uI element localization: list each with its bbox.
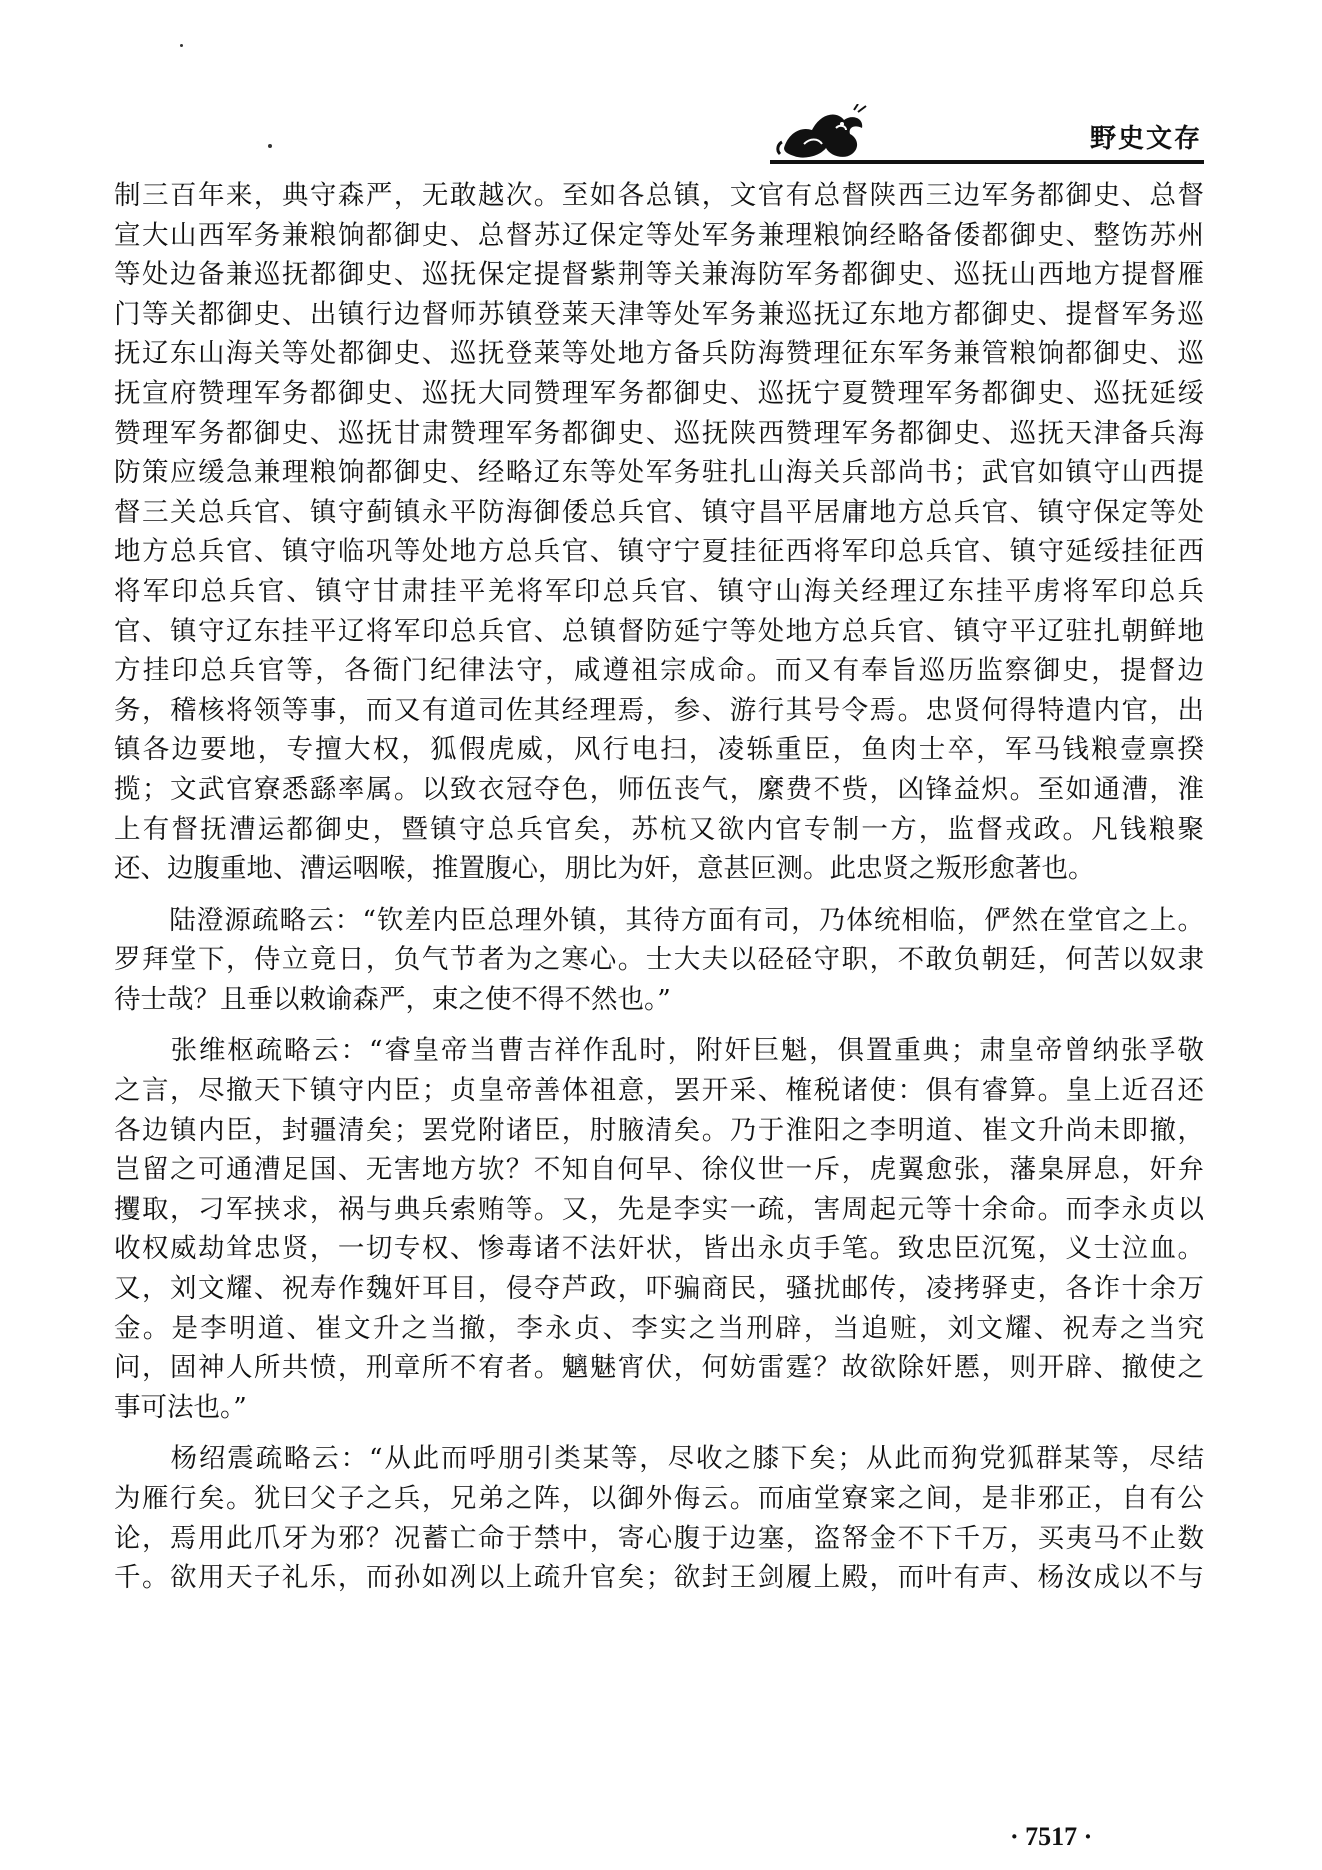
text-line: 地方总兵官、镇守临巩等处地方总兵官、镇守宁夏挂征西将军印总兵官、镇守延绥挂征西 xyxy=(114,536,1204,568)
text-line: 待士哉？且垂以敕谕森严，束之使不得不然也。” xyxy=(114,983,671,1015)
text-line: 制三百年来，典守森严，无敢越次。至如各总镇，文官有总督陕西三边军务都御史、总督 xyxy=(114,180,1204,211)
page-header xyxy=(770,104,1204,166)
text-line: 督三关总兵官、镇守蓟镇永平防海御倭总兵官、镇守昌平居庸地方总兵官、镇守保定等处 xyxy=(114,496,1204,528)
dragon-icon xyxy=(774,104,870,162)
paragraph-gap xyxy=(114,1019,1204,1031)
paragraph xyxy=(114,901,1204,1020)
text-line: 方挂印总兵官等，各衙门纪律法守，咸遵祖宗成命。而又有奉旨巡历监察御史，提督边 xyxy=(114,655,1204,687)
text-line: 揽；文武官寮悉繇率属。以致衣冠夺色，师伍丧气，縻费不赀，凶锋益炽。至如通漕，淮 xyxy=(114,773,1204,805)
text-line: 收权威劫耸忠贤，一切专权、惨毒诸不法奸状，皆出永贞手笔。致忠臣沉冤，义士泣血。 xyxy=(114,1233,1204,1265)
text-line: 事可法也。” xyxy=(114,1391,247,1423)
text-line: 务，稽核将领等事，而又有道司佐其经理焉，参、游行其号令焉。忠贤何得特遣内官，出 xyxy=(114,694,1204,726)
text-line: 将军印总兵官、镇守甘肃挂平羌将军印总兵官、镇守山海关经理辽东挂平虏将军印总兵 xyxy=(114,575,1204,607)
text-line: 又，刘文耀、祝寿作魏奸耳目，侵夺芦政，吓骗商民，骚扰邮传，凌拷驿吏，各诈十余万 xyxy=(114,1273,1204,1305)
paragraph xyxy=(114,1031,1204,1427)
text-line: 门等关都御史、出镇行边督师苏镇登莱天津等处军务兼巡抚辽东地方都御史、提督军务巡 xyxy=(114,298,1204,330)
text-line: 杨绍震疏略云：“从此而呼朋引类某等，尽收之膝下矣；从此而狗党狐群某等，尽结 xyxy=(114,1443,1204,1475)
text-line: 上有督抚漕运都御史，暨镇守总兵官矣，苏杭又欲内官专制一方，监督戎政。凡钱粮聚 xyxy=(114,813,1204,845)
text-line: 千。欲用天子礼乐，而孙如冽以上疏升官矣；欲封王剑履上殿，而叶有声、杨汝成以不与 xyxy=(114,1562,1204,1594)
text-line: 宣大山西军务兼粮饷都御史、总督苏辽保定等处军务兼理粮饷经略备倭都御史、整饬苏州 xyxy=(114,219,1204,251)
scan-speck xyxy=(180,44,183,47)
text-line: 抚宣府赞理军务都御史、巡抚大同赞理军务都御史、巡抚宁夏赞理军务都御史、巡抚延绥 xyxy=(114,377,1204,409)
paragraph xyxy=(114,1439,1204,1597)
text-line: 岂留之可通漕足国、无害地方欤？不知自何早、徐仪世一斥，虎翼愈张，藩臬屏息，奸弁 xyxy=(114,1154,1204,1186)
text-line: 官、镇守辽东挂平辽将军印总兵官、总镇督防延宁等处地方总兵官、镇守平辽驻扎朝鲜地 xyxy=(114,615,1204,647)
text-line: 防策应缓急兼理粮饷都御史、经略辽东等处军务驻扎山海关兵部尚书；武官如镇守山西提 xyxy=(114,457,1204,489)
paragraph xyxy=(114,176,1204,889)
paragraph-gap xyxy=(114,1427,1204,1439)
text-line: 赞理军务都御史、巡抚甘肃赞理军务都御史、巡抚陕西赞理军务都御史、巡抚天津备兵海 xyxy=(114,417,1204,449)
text-line: 金。是李明道、崔文升之当撤，李永贞、李实之当刑辟，当追赃，刘文耀、祝寿之当究 xyxy=(114,1312,1204,1344)
text-line: 之言，尽撤天下镇守内臣；贞皇帝善体祖意，罢开采、榷税诸使：俱有睿算。皇上近召还 xyxy=(114,1075,1204,1107)
text-line: 攫取，刁军挟求，祸与典兵索贿等。又，先是李实一疏，害周起元等十余命。而李永贞以 xyxy=(114,1193,1204,1225)
scan-speck xyxy=(268,144,272,148)
page-number: · 7517 · xyxy=(1010,1822,1093,1851)
running-title: 野史文存 xyxy=(1089,124,1202,154)
text-line: 问，固神人所共愤，刑章所不宥者。魑魅宵伏，何妨雷霆？故欲除奸慝，则开辟、撤使之 xyxy=(114,1352,1204,1384)
text-line: 陆澄源疏略云：“钦差内臣总理外镇，其待方面有司，乃体统相临，俨然在堂官之上。 xyxy=(114,904,1204,936)
text-line: 论，焉用此爪牙为邪？况蓄亡命于禁中，寄心腹于边塞，盗帑金不下千万，买夷马不止数 xyxy=(114,1522,1204,1554)
text-line: 为雁行矣。犹曰父子之兵，兄弟之阵，以御外侮云。而庙堂寮寀之间，是非邪正，自有公 xyxy=(114,1483,1204,1514)
header-rule xyxy=(770,160,1204,164)
text-line: 还、边腹重地、漕运咽喉，推置腹心，朋比为奸，意甚叵测。此忠贤之叛形愈著也。 xyxy=(114,853,1095,885)
text-line: 张维枢疏略云：“睿皇帝当曹吉祥作乱时，附奸巨魁，俱置重典；肃皇帝曾纳张孚敬 xyxy=(114,1035,1204,1067)
paragraph-gap xyxy=(114,889,1204,901)
text-line: 罗拜堂下，侍立竟日，负气节者为之寒心。士大夫以硁硁守职，不敢负朝廷，何苦以奴隶 xyxy=(114,944,1204,976)
body-text xyxy=(114,176,1204,1598)
text-line: 等处边备兼巡抚都御史、巡抚保定提督紫荆等关兼海防军务都御史、巡抚山西地方提督雁 xyxy=(114,259,1204,291)
text-line: 镇各边要地，专擅大权，狐假虎威，风行电扫，凌轹重臣，鱼肉士卒，军马钱粮壹禀揆 xyxy=(114,734,1204,766)
text-line: 抚辽东山海关等处都御史、巡抚登莱等处地方备兵防海赞理征东军务兼管粮饷都御史、巡 xyxy=(114,338,1204,370)
text-line: 各边镇内臣，封疆清矣；罢党附诸臣，肘腋清矣。乃于淮阳之李明道、崔文升尚未即撤， xyxy=(114,1114,1204,1146)
